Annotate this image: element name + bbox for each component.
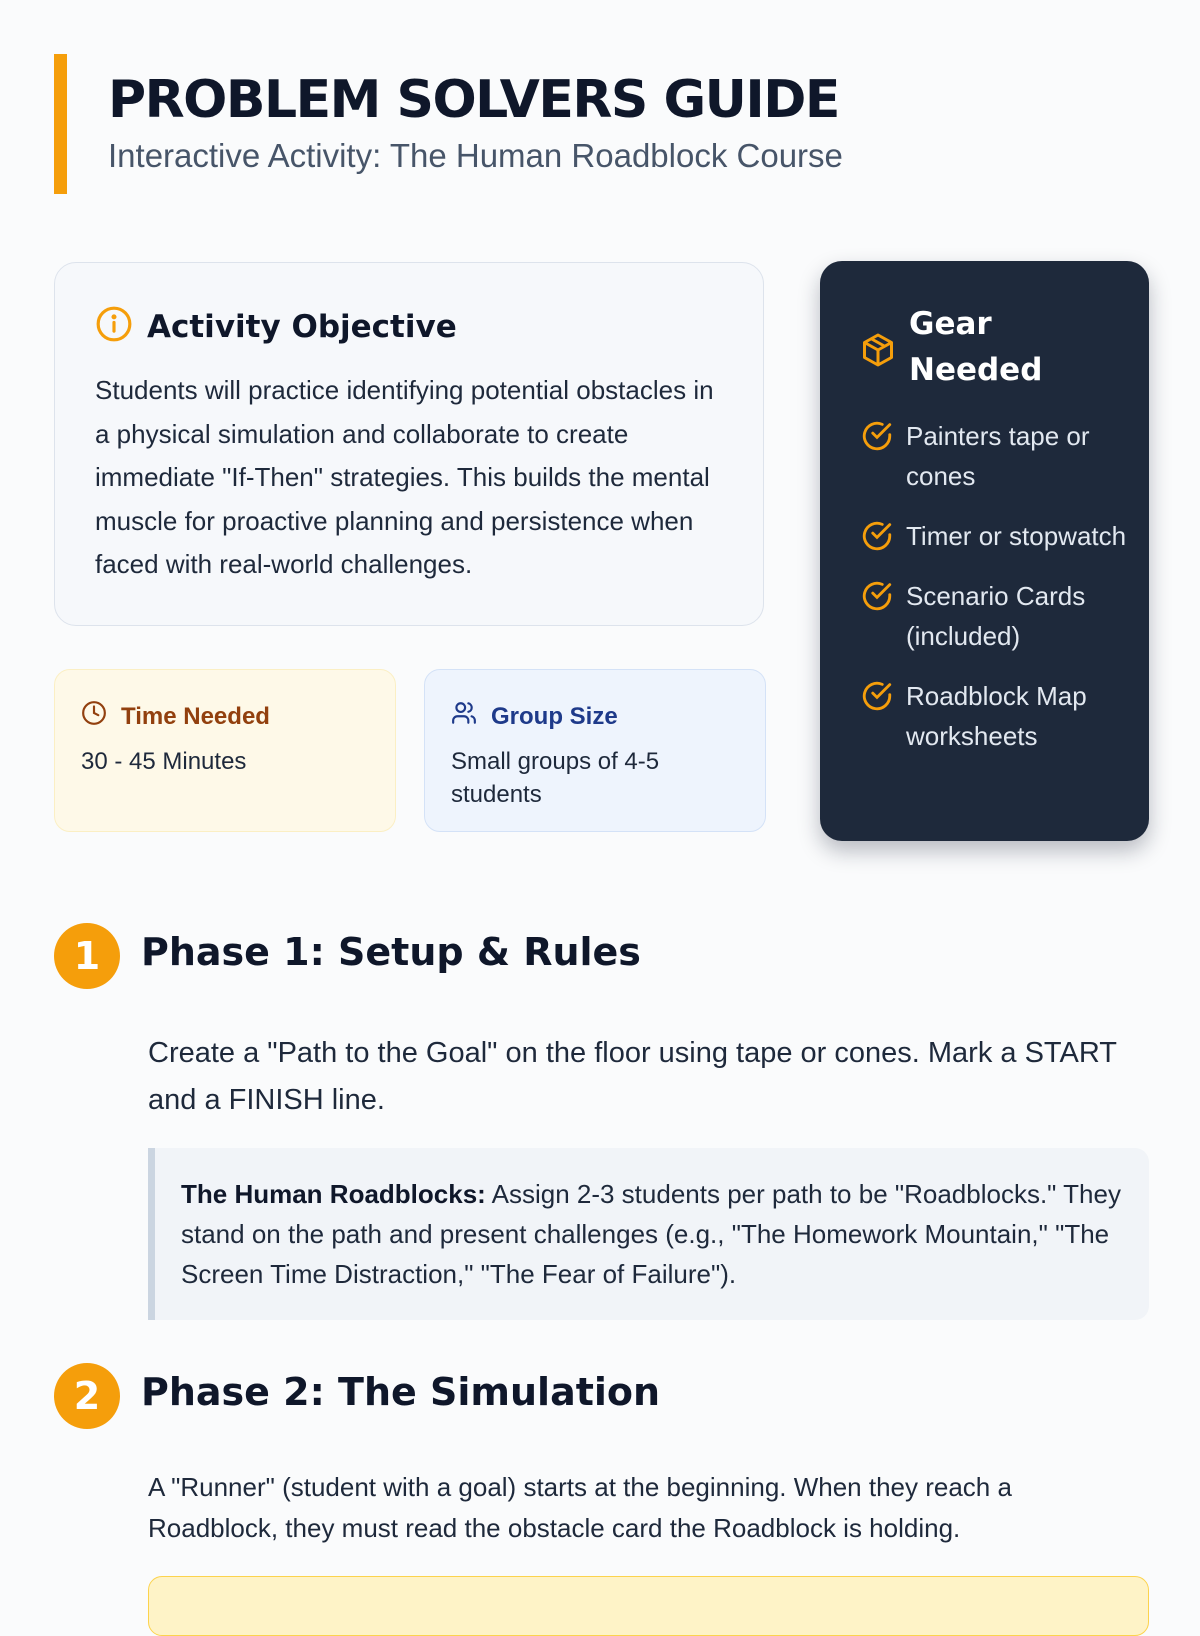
group-size-label-row: [451, 700, 739, 733]
gear-item: [860, 516, 1130, 556]
objective-heading: Activity Objective: [147, 308, 457, 345]
gear-heading: Gear Needed: [909, 306, 1043, 388]
accent-bar: [54, 54, 67, 194]
phase-1-title: Phase 1: Setup & Rules: [141, 930, 641, 974]
time-needed-label: Time Needed: [121, 702, 270, 730]
gear-item-label: Timer or stopwatch: [906, 521, 1127, 551]
callout-text: Assign 2-3 students per path to be "Roadblocks." They stand on the path and present challenges (e.g., "The Homework Mountain," "The Screen Time Distraction," "The Fear of Failure").: [181, 1179, 1121, 1289]
group-size-card: [424, 669, 766, 832]
users-icon: [451, 700, 491, 733]
group-size-value: Small groups of 4-5 students: [451, 748, 660, 808]
gear-item: [860, 576, 1130, 656]
gear-item: [860, 676, 1130, 756]
check-circle-icon: [860, 419, 894, 453]
obstacle-card-box: [148, 1576, 1149, 1636]
check-circle-icon: [860, 579, 894, 613]
gear-item-label: Roadblock Map worksheets: [906, 681, 1087, 751]
human-roadblocks-callout: [148, 1148, 1149, 1320]
objective-card: [54, 262, 764, 626]
time-needed-value: 30 - 45 Minutes: [81, 748, 247, 775]
objective-text: Students will practice identifying potential obstacles in a physical simulation and collaborate to create immediate "If-Then" strategies. This builds the mental muscle for proactive planning and persistence when faced with real-world challenges.: [95, 375, 714, 579]
gear-list: [860, 416, 1130, 776]
phase-1-number: 1: [54, 923, 120, 989]
clock-icon: [81, 700, 121, 733]
time-needed-card: [54, 669, 396, 832]
gear-needed-card: [820, 261, 1149, 841]
check-circle-icon: [860, 679, 894, 713]
objective-header: [95, 305, 457, 348]
gear-item-label: Scenario Cards (included): [906, 581, 1086, 651]
package-icon: [860, 332, 896, 368]
phase-2-number: 2: [54, 1363, 120, 1429]
page-title: PROBLEM SOLVERS GUIDE: [108, 70, 839, 130]
phase-1-text: Create a "Path to the Goal" on the floor using tape or cones. Mark a START and a FINISH line.: [148, 1037, 1117, 1116]
group-size-label: Group Size: [491, 702, 618, 730]
gear-item-label: Painters tape or cones: [906, 421, 1090, 491]
gear-item: [860, 416, 1130, 496]
time-needed-label-row: [81, 700, 369, 733]
callout-bold-label: The Human Roadblocks:: [181, 1179, 486, 1209]
phase-2-text: A "Runner" (student with a goal) starts at the beginning. When they reach a Roadblock, they must read the obstacle card the Roadblock is holding.: [148, 1472, 1012, 1543]
info-icon: [95, 305, 133, 348]
page-subtitle: Interactive Activity: The Human Roadblock Course: [108, 137, 843, 174]
check-circle-icon: [860, 519, 894, 553]
phase-2-title: Phase 2: The Simulation: [141, 1370, 661, 1414]
